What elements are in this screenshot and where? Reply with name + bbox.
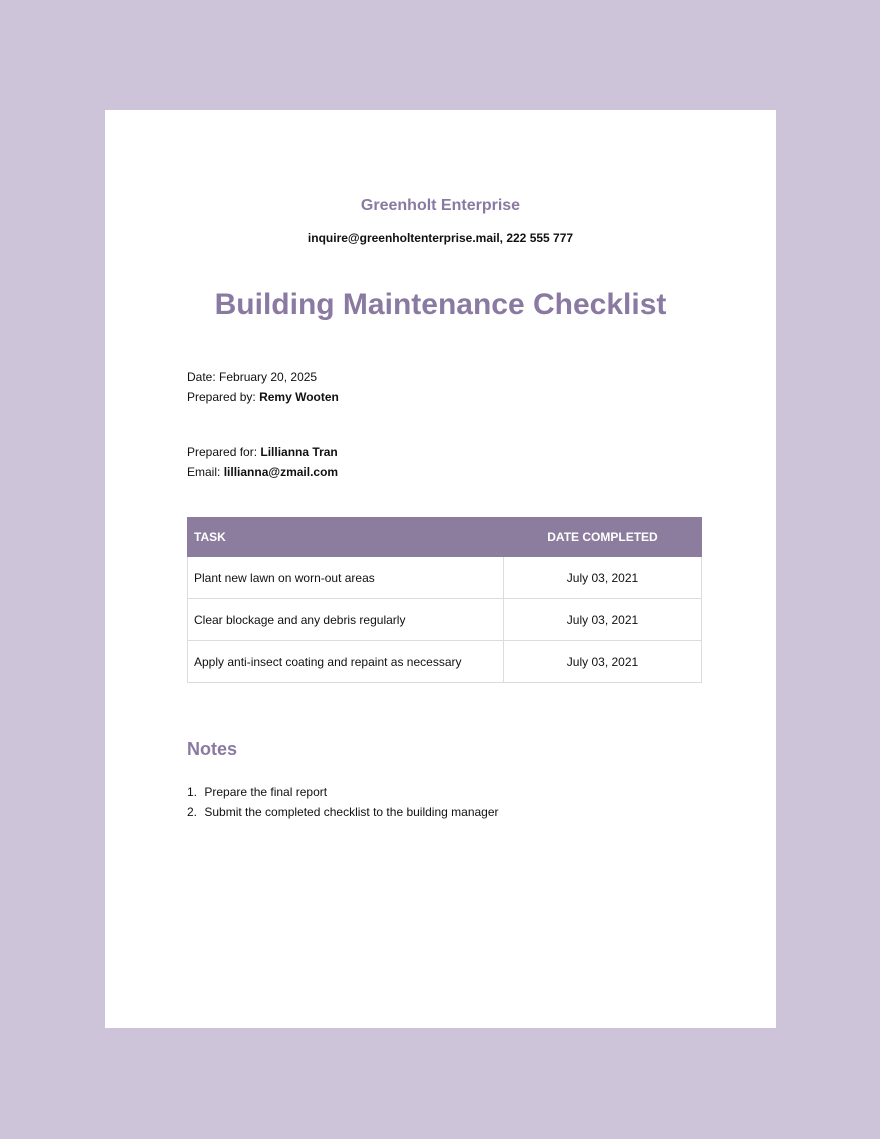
meta-block-recipient <box>187 442 338 482</box>
task-column-header: TASK <box>188 518 504 557</box>
page-title: Building Maintenance Checklist <box>214 288 667 321</box>
company-contact: inquire@greenholtenterprise.mail, 222 555 777 <box>307 231 574 245</box>
prepared-for-line <box>187 442 338 462</box>
email-value: lillianna@zmail.com <box>223 465 339 479</box>
table-row <box>188 599 702 641</box>
date-value: February 20, 2025 <box>219 370 318 384</box>
date-line <box>187 367 339 387</box>
table-header-row <box>188 518 702 557</box>
table-row <box>188 557 702 599</box>
task-cell: Apply anti-insect coating and repaint as necessary <box>188 641 504 683</box>
date-cell: July 03, 2021 <box>504 599 702 641</box>
prepared-by-label: Prepared by: <box>187 390 256 404</box>
meta-block-prepared <box>187 367 339 407</box>
notes-heading: Notes <box>187 739 238 759</box>
prepared-for-label: Prepared for: <box>187 445 258 459</box>
prepared-for-value: Lillianna Tran <box>260 445 338 459</box>
checklist-table <box>187 517 702 683</box>
date-column-header: DATE COMPLETED <box>504 518 702 557</box>
notes-list <box>187 782 499 822</box>
date-cell: July 03, 2021 <box>504 641 702 683</box>
task-cell: Clear blockage and any debris regularly <box>188 599 504 641</box>
list-item-number: 1. <box>187 785 198 799</box>
list-item-text: Submit the completed checklist to the building manager <box>204 805 499 819</box>
date-label: Date: <box>187 370 216 384</box>
email-label: Email: <box>187 465 221 479</box>
email-line <box>187 462 338 482</box>
document-page <box>105 110 776 1028</box>
list-item <box>187 802 499 822</box>
prepared-by-line <box>187 387 339 407</box>
list-item-text: Prepare the final report <box>204 785 328 799</box>
table-row <box>188 641 702 683</box>
date-cell: July 03, 2021 <box>504 557 702 599</box>
prepared-by-value: Remy Wooten <box>259 390 339 404</box>
company-name: Greenholt Enterprise <box>360 197 521 214</box>
list-item <box>187 782 499 802</box>
task-cell: Plant new lawn on worn-out areas <box>188 557 504 599</box>
list-item-number: 2. <box>187 805 198 819</box>
